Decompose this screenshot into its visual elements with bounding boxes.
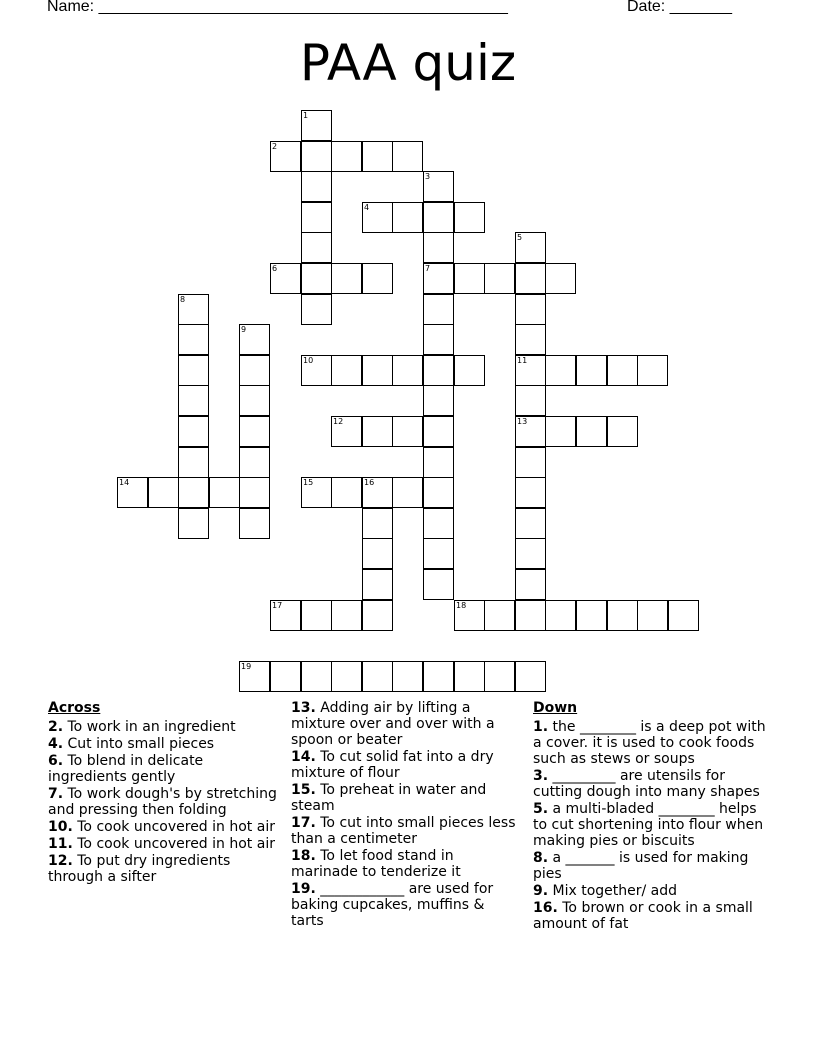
clue-number-label: 4.: [48, 736, 64, 752]
grid-cell[interactable]: [362, 569, 393, 600]
grid-cell[interactable]: [331, 600, 362, 631]
grid-cell[interactable]: [392, 477, 423, 508]
grid-cell[interactable]: [362, 538, 393, 569]
clue-number-label: 1.: [533, 719, 549, 735]
grid-cell[interactable]: [331, 416, 362, 447]
grid-cell[interactable]: [362, 263, 393, 294]
grid-cell[interactable]: [484, 263, 515, 294]
clue-item: [291, 700, 521, 748]
clue-text: ____________ are used for baking cupcakes, muffins & tarts: [291, 881, 494, 929]
clue-text: To blend in delicate ingredients gently: [48, 753, 204, 785]
clue-number: 2: [272, 142, 278, 151]
clue-text: Mix together/ add: [548, 883, 678, 899]
clue-number: 8: [180, 295, 186, 304]
grid-cell[interactable]: [545, 416, 576, 447]
grid-cell[interactable]: [423, 324, 454, 355]
grid-cell[interactable]: [239, 385, 270, 416]
grid-cell[interactable]: [423, 508, 454, 539]
grid-cell[interactable]: [637, 600, 668, 631]
grid-cell[interactable]: [301, 294, 332, 325]
grid-cell[interactable]: [178, 385, 209, 416]
grid-cell[interactable]: [301, 232, 332, 263]
grid-cell[interactable]: [515, 263, 546, 294]
clue-text: a multi-bladed ________ helps to cut shortening into flour when making pies or biscuits: [533, 801, 764, 849]
clue-number: 3: [425, 172, 431, 181]
grid-cell[interactable]: [331, 263, 362, 294]
grid-cell[interactable]: [576, 600, 607, 631]
clue-number: 6: [272, 264, 278, 273]
clue-number-label: 6.: [48, 753, 64, 769]
grid-cell[interactable]: [515, 385, 546, 416]
grid-cell[interactable]: [239, 661, 270, 692]
clue-number: 16: [364, 478, 375, 487]
clue-text: To cook uncovered in hot air: [72, 819, 275, 835]
clue-number: 5: [517, 233, 523, 242]
grid-cell[interactable]: [239, 324, 270, 355]
clue-number-label: 7.: [48, 786, 64, 802]
clue-item: [291, 848, 521, 880]
grid-cell[interactable]: [454, 355, 485, 386]
clue-number-label: 8.: [533, 850, 549, 866]
grid-cell[interactable]: [362, 141, 393, 172]
clue-number: 14: [119, 478, 130, 487]
clue-number: 9: [241, 325, 247, 334]
grid-cell[interactable]: [301, 171, 332, 202]
clue-item: [533, 719, 768, 767]
clue-number: 17: [272, 601, 283, 610]
grid-cell[interactable]: [515, 508, 546, 539]
clue-text: Cut into small pieces: [63, 736, 215, 752]
clue-item: [291, 881, 521, 929]
grid-cell[interactable]: [454, 202, 485, 233]
clue-number: 7: [425, 264, 431, 273]
across-clues-continued-column: [291, 700, 521, 930]
clue-item: [48, 719, 283, 735]
grid-cell[interactable]: [545, 600, 576, 631]
grid-cell[interactable]: [515, 232, 546, 263]
clue-item: [533, 900, 768, 932]
grid-cell[interactable]: [515, 324, 546, 355]
grid-cell[interactable]: [423, 385, 454, 416]
name-field[interactable]: Name: ______________________________________________: [47, 0, 508, 15]
grid-cell[interactable]: [362, 600, 393, 631]
clue-number-label: 19.: [291, 881, 316, 897]
grid-cell[interactable]: [423, 569, 454, 600]
across-clue-list-continued: [291, 700, 521, 929]
grid-cell[interactable]: [239, 447, 270, 478]
clue-number-label: 9.: [533, 883, 549, 899]
grid-cell[interactable]: [423, 447, 454, 478]
page-title: PAA quiz: [299, 34, 517, 92]
grid-cell[interactable]: [576, 416, 607, 447]
clue-number-label: 13.: [291, 700, 316, 716]
clue-number-label: 10.: [48, 819, 73, 835]
grid-cell[interactable]: [607, 355, 638, 386]
grid-cell[interactable]: [545, 355, 576, 386]
grid-cell[interactable]: [301, 202, 332, 233]
grid-cell[interactable]: [454, 661, 485, 692]
grid-cell[interactable]: [117, 477, 148, 508]
grid-cell[interactable]: [515, 569, 546, 600]
clue-item: [48, 836, 283, 852]
clue-text: the ________ is a deep pot with a cover. it is used to cook foods such as stews or soups: [533, 719, 766, 767]
clue-number: 13: [517, 417, 528, 426]
clue-text: To cut solid fat into a dry mixture of flour: [291, 749, 494, 781]
clue-number: 4: [364, 203, 370, 212]
grid-cell[interactable]: [331, 661, 362, 692]
grid-cell[interactable]: [515, 416, 546, 447]
grid-cell[interactable]: [178, 477, 209, 508]
clue-number: 15: [303, 478, 314, 487]
clue-number-label: 12.: [48, 853, 73, 869]
clue-number-label: 11.: [48, 836, 73, 852]
clue-number-label: 16.: [533, 900, 558, 916]
clue-item: [533, 801, 768, 849]
clue-number: 12: [333, 417, 344, 426]
grid-cell[interactable]: [607, 416, 638, 447]
grid-cell[interactable]: [178, 355, 209, 386]
grid-cell[interactable]: [209, 477, 240, 508]
grid-cell[interactable]: [362, 355, 393, 386]
grid-cell[interactable]: [362, 477, 393, 508]
clue-item: [533, 883, 768, 899]
grid-cell[interactable]: [423, 477, 454, 508]
grid-cell[interactable]: [515, 600, 546, 631]
grid-cell[interactable]: [148, 477, 179, 508]
grid-cell[interactable]: [178, 324, 209, 355]
grid-cell[interactable]: [362, 508, 393, 539]
clue-text: To cut into small pieces less than a centimeter: [291, 815, 516, 847]
grid-cell[interactable]: [270, 600, 301, 631]
grid-cell[interactable]: [423, 232, 454, 263]
clue-item: [48, 819, 283, 835]
grid-cell[interactable]: [331, 355, 362, 386]
grid-cell[interactable]: [423, 661, 454, 692]
clue-number: 11: [517, 356, 528, 365]
clue-text: To work in an ingredient: [63, 719, 236, 735]
grid-cell[interactable]: [576, 355, 607, 386]
grid-cell[interactable]: [392, 141, 423, 172]
grid-cell[interactable]: [515, 447, 546, 478]
clue-item: [533, 768, 768, 800]
clue-text: _________ are utensils for cutting dough into many shapes: [533, 768, 760, 800]
down-clue-list: [533, 719, 768, 932]
grid-cell[interactable]: [239, 416, 270, 447]
clue-item: [533, 850, 768, 882]
clue-number-label: 3.: [533, 768, 549, 784]
grid-cell[interactable]: [239, 477, 270, 508]
clue-text: To work dough's by stretching and pressing then folding: [48, 786, 277, 818]
date-field[interactable]: Date: _______: [627, 0, 732, 15]
grid-cell[interactable]: [178, 447, 209, 478]
clue-number-label: 15.: [291, 782, 316, 798]
clue-text: To cook uncovered in hot air: [72, 836, 275, 852]
clue-text: To put dry ingredients through a sifter: [48, 853, 231, 885]
grid-cell[interactable]: [301, 141, 332, 172]
down-heading: Down: [533, 700, 578, 716]
grid-cell[interactable]: [515, 294, 546, 325]
clue-text: a _______ is used for making pies: [533, 850, 749, 882]
across-clue-list: [48, 719, 283, 885]
across-heading: Across: [48, 700, 101, 716]
grid-cell[interactable]: [637, 355, 668, 386]
grid-cell[interactable]: [301, 263, 332, 294]
grid-cell[interactable]: [423, 294, 454, 325]
grid-cell[interactable]: [392, 416, 423, 447]
grid-cell[interactable]: [178, 508, 209, 539]
across-clues-column: [48, 700, 283, 886]
clue-number: 10: [303, 356, 314, 365]
grid-cell[interactable]: [301, 355, 332, 386]
grid-cell[interactable]: [423, 171, 454, 202]
grid-cell[interactable]: [515, 355, 546, 386]
clue-number-label: 5.: [533, 801, 549, 817]
grid-cell[interactable]: [301, 661, 332, 692]
grid-cell[interactable]: [362, 416, 393, 447]
clue-number: 19: [241, 662, 252, 671]
clue-number-label: 14.: [291, 749, 316, 765]
grid-cell[interactable]: [301, 110, 332, 141]
grid-cell[interactable]: [515, 661, 546, 692]
clue-item: [291, 815, 521, 847]
grid-cell[interactable]: [515, 477, 546, 508]
grid-cell[interactable]: [423, 202, 454, 233]
grid-cell[interactable]: [362, 202, 393, 233]
grid-cell[interactable]: [178, 294, 209, 325]
grid-cell[interactable]: [270, 141, 301, 172]
clue-number: 18: [456, 601, 467, 610]
clue-number: 1: [303, 111, 309, 120]
clue-item: [48, 753, 283, 785]
clue-number-label: 17.: [291, 815, 316, 831]
clue-text: Adding air by lifting a mixture over and over with a spoon or beater: [291, 700, 495, 748]
grid-cell[interactable]: [454, 600, 485, 631]
down-clues-column: [533, 700, 768, 933]
grid-cell[interactable]: [270, 263, 301, 294]
grid-cell[interactable]: [484, 661, 515, 692]
grid-cell[interactable]: [301, 477, 332, 508]
clue-number-label: 2.: [48, 719, 64, 735]
grid-cell[interactable]: [423, 355, 454, 386]
grid-cell[interactable]: [362, 661, 393, 692]
clue-text: To preheat in water and steam: [291, 782, 487, 814]
grid-cell[interactable]: [515, 538, 546, 569]
grid-cell[interactable]: [545, 263, 576, 294]
grid-cell[interactable]: [301, 600, 332, 631]
grid-cell[interactable]: [668, 600, 699, 631]
grid-cell[interactable]: [331, 141, 362, 172]
grid-cell[interactable]: [178, 416, 209, 447]
grid-cell[interactable]: [607, 600, 638, 631]
clue-item: [48, 853, 283, 885]
clue-text: To let food stand in marinade to tenderize it: [291, 848, 461, 880]
clue-text: To brown or cook in a small amount of fat: [533, 900, 753, 932]
grid-cell[interactable]: [239, 508, 270, 539]
grid-cell[interactable]: [392, 661, 423, 692]
clue-item: [291, 782, 521, 814]
grid-cell[interactable]: [484, 600, 515, 631]
grid-cell[interactable]: [392, 202, 423, 233]
grid-cell[interactable]: [454, 263, 485, 294]
grid-cell[interactable]: [423, 416, 454, 447]
clue-number-label: 18.: [291, 848, 316, 864]
grid-cell[interactable]: [239, 355, 270, 386]
clue-item: [291, 749, 521, 781]
grid-cell[interactable]: [331, 477, 362, 508]
clue-item: [48, 736, 283, 752]
grid-cell[interactable]: [270, 661, 301, 692]
grid-cell[interactable]: [392, 355, 423, 386]
grid-cell[interactable]: [423, 263, 454, 294]
grid-cell[interactable]: [423, 538, 454, 569]
clue-item: [48, 786, 283, 818]
